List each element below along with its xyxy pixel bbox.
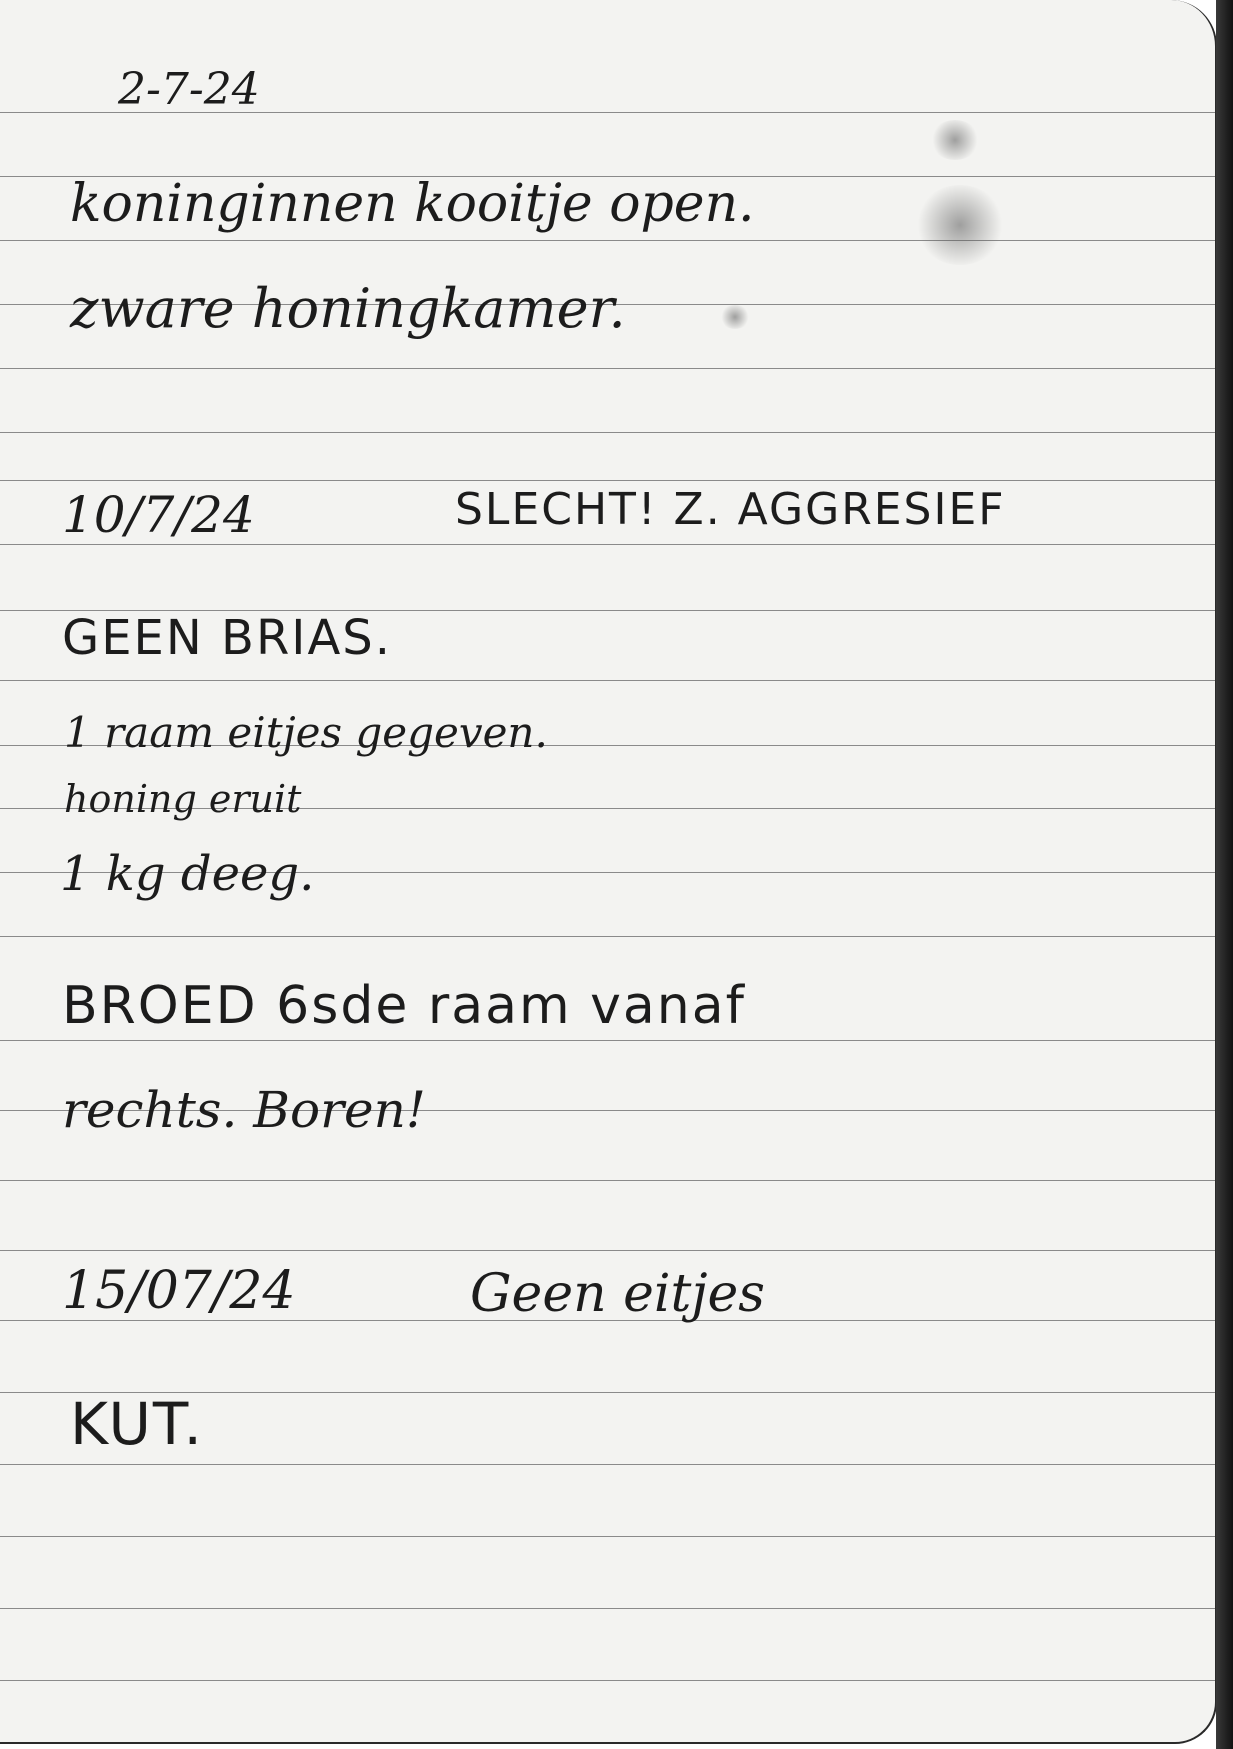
rule-line [0, 240, 1215, 241]
rule-line [0, 1536, 1215, 1537]
rule-line [0, 1464, 1215, 1465]
ink-smudge [915, 185, 1005, 265]
entry-date: 15/07/24 [62, 1261, 296, 1321]
entry-date: 10/7/24 [62, 486, 255, 544]
entry-line: Geen eitjes [470, 1264, 765, 1324]
rule-line [0, 480, 1215, 481]
entry-line: honing eruit [64, 777, 302, 821]
ink-smudge [720, 305, 750, 329]
entry-line: zware honingkamer. [70, 277, 626, 340]
rule-line [0, 1250, 1215, 1251]
entry-line: 1 kg deeg. [60, 846, 315, 902]
entry-line: SLECHT! Z. AGGRESIEF [455, 484, 1006, 535]
entry-line: rechts. Boren! [62, 1081, 426, 1139]
ink-smudge [930, 120, 980, 160]
rule-line [0, 680, 1215, 681]
entry-line: GEEN BRIAS. [62, 610, 393, 666]
rule-line [0, 936, 1215, 937]
page-edge-shadow [1216, 0, 1233, 1749]
rule-line [0, 1608, 1215, 1609]
rule-line [0, 368, 1215, 369]
entry-line: BROED 6sde raam vanaf [62, 976, 746, 1036]
entry-date: 2-7-24 [118, 64, 260, 115]
rule-line [0, 1180, 1215, 1181]
rule-line [0, 1680, 1215, 1681]
rule-line [0, 432, 1215, 433]
rule-line [0, 544, 1215, 545]
rule-line [0, 1040, 1215, 1041]
entry-line: KUT. [70, 1390, 204, 1458]
entry-line: koninginnen kooitje open. [70, 174, 755, 234]
entry-line: 1 raam eitjes gegeven. [64, 708, 548, 757]
